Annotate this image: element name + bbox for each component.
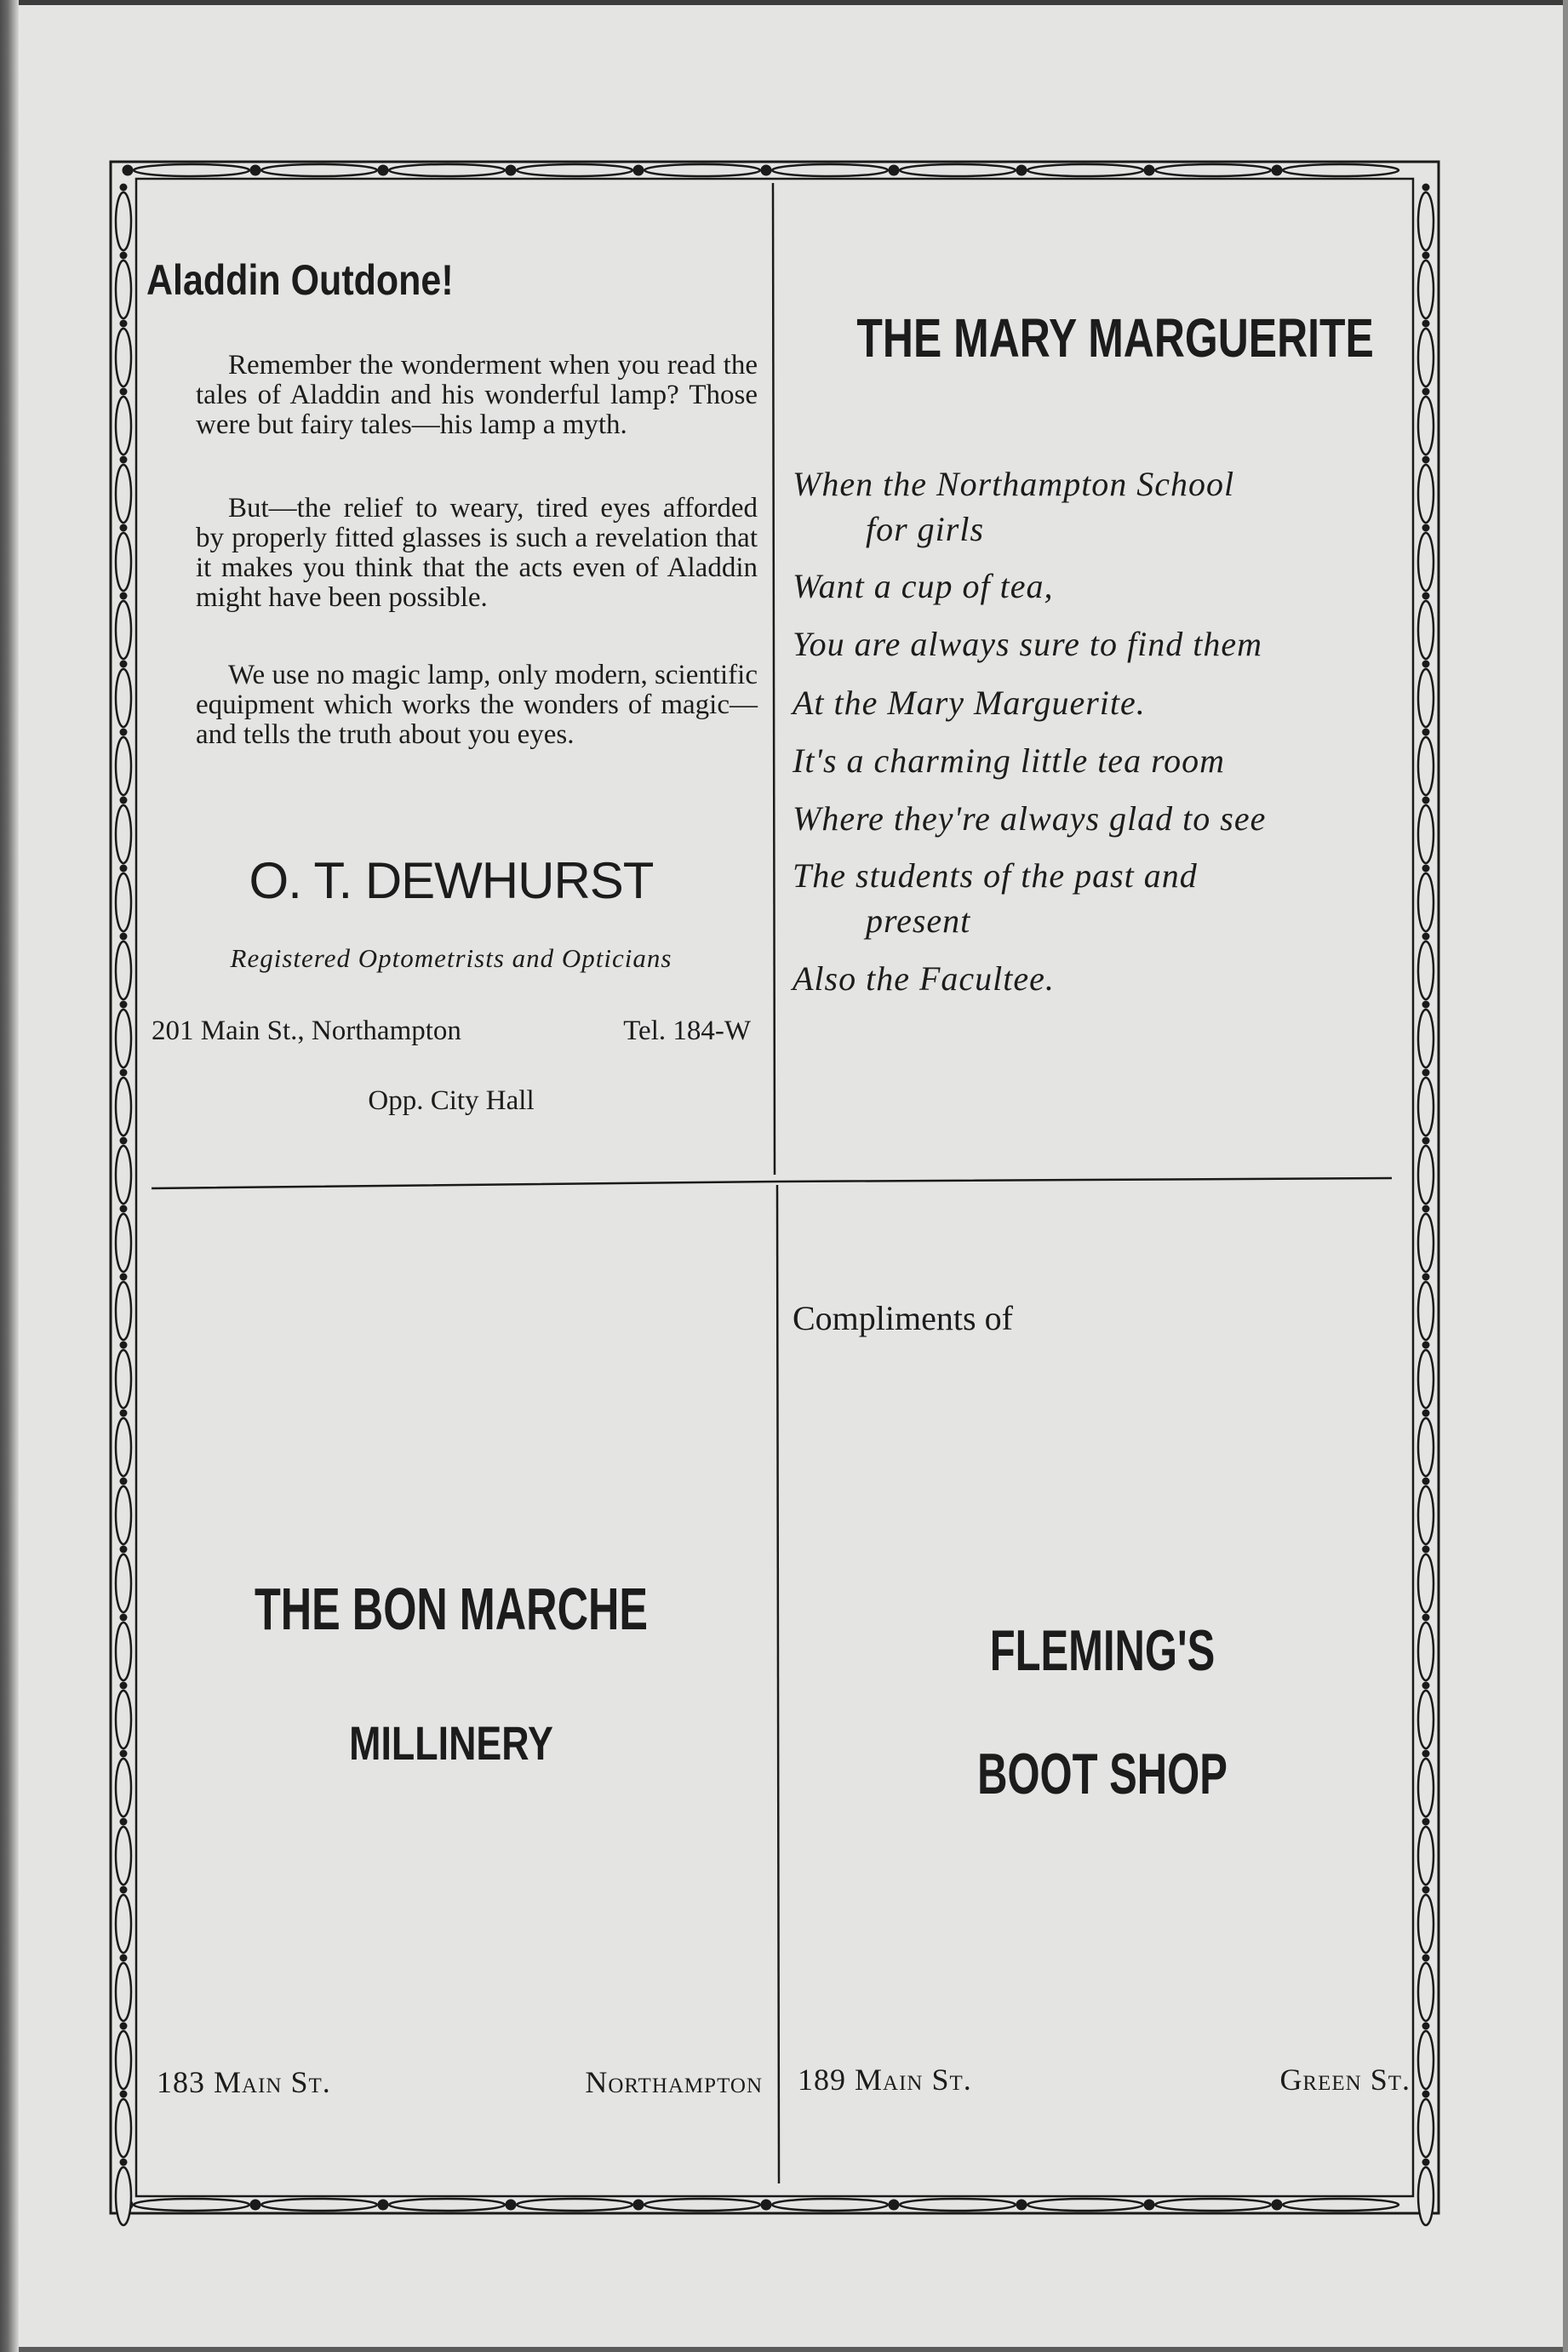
shop-address: 189 Main St. [798,2063,972,2097]
poem-line: Want a cup of tea, [793,567,1054,605]
poem-line: It's a charming little tea room [793,741,1226,780]
ad-bon-marche [145,1192,763,2154]
shop-category: BOOT SHOP [977,1742,1228,1806]
ad-title: THE MARY MARGUERITE [856,307,1374,369]
ad-paragraph-3: We use no magic lamp, only modern, scientific equipment which works the wonders of magic—and tells the truth about you eyes. [196,660,758,750]
poem-line: Where they're always glad to see [793,799,1267,838]
poem-line: present [866,901,971,940]
ad-dewhurst [145,255,758,1166]
location-note: Opp. City Hall [368,1085,535,1116]
vertical-divider-bottom [777,1185,779,2183]
shop-name: THE BON MARCHE [255,1576,648,1642]
ad-flemings [787,1192,1417,2154]
horizontal-divider [152,1178,1392,1188]
ad-paragraph-2: But—the relief to weary, tired eyes afforded by properly fitted glasses is such a revelation that it makes you think that the acts even of Aladdin might have been possible. [196,493,758,613]
ad-paragraph-1: Remember the wonderment when you read the tales of Aladdin and his wonderful lamp? Those were but fairy tales—his lamp a myth. [196,350,758,440]
shop-name: FLEMING'S [989,1618,1216,1683]
ad-mary-marguerite [787,255,1417,1166]
poem-line: The students of the past and [793,856,1198,895]
shop-town: Northampton [585,2065,763,2099]
shop-category: MILLINERY [349,1716,553,1770]
poem-line: You are always sure to find them [793,625,1263,663]
business-name: O. T. DEWHURST [249,852,654,909]
vertical-divider-top [773,183,775,1175]
poem-line: When the Northampton School [793,465,1235,503]
compliments-line: Compliments of [793,1299,1013,1337]
business-subtitle: Registered Optometrists and Opticians [230,943,672,973]
shop-address: 183 Main St. [157,2065,331,2099]
shop-cross-street: Green St. [1279,2063,1411,2097]
business-telephone: Tel. 184-W [623,1016,751,1046]
business-address: 201 Main St., Northampton [152,1016,461,1046]
poem-line: At the Mary Marguerite. [793,684,1146,722]
poem-line: Also the Facultee. [793,959,1055,998]
poem-line: for girls [866,510,985,548]
ad-headline: Aladdin Outdone! [146,256,454,304]
